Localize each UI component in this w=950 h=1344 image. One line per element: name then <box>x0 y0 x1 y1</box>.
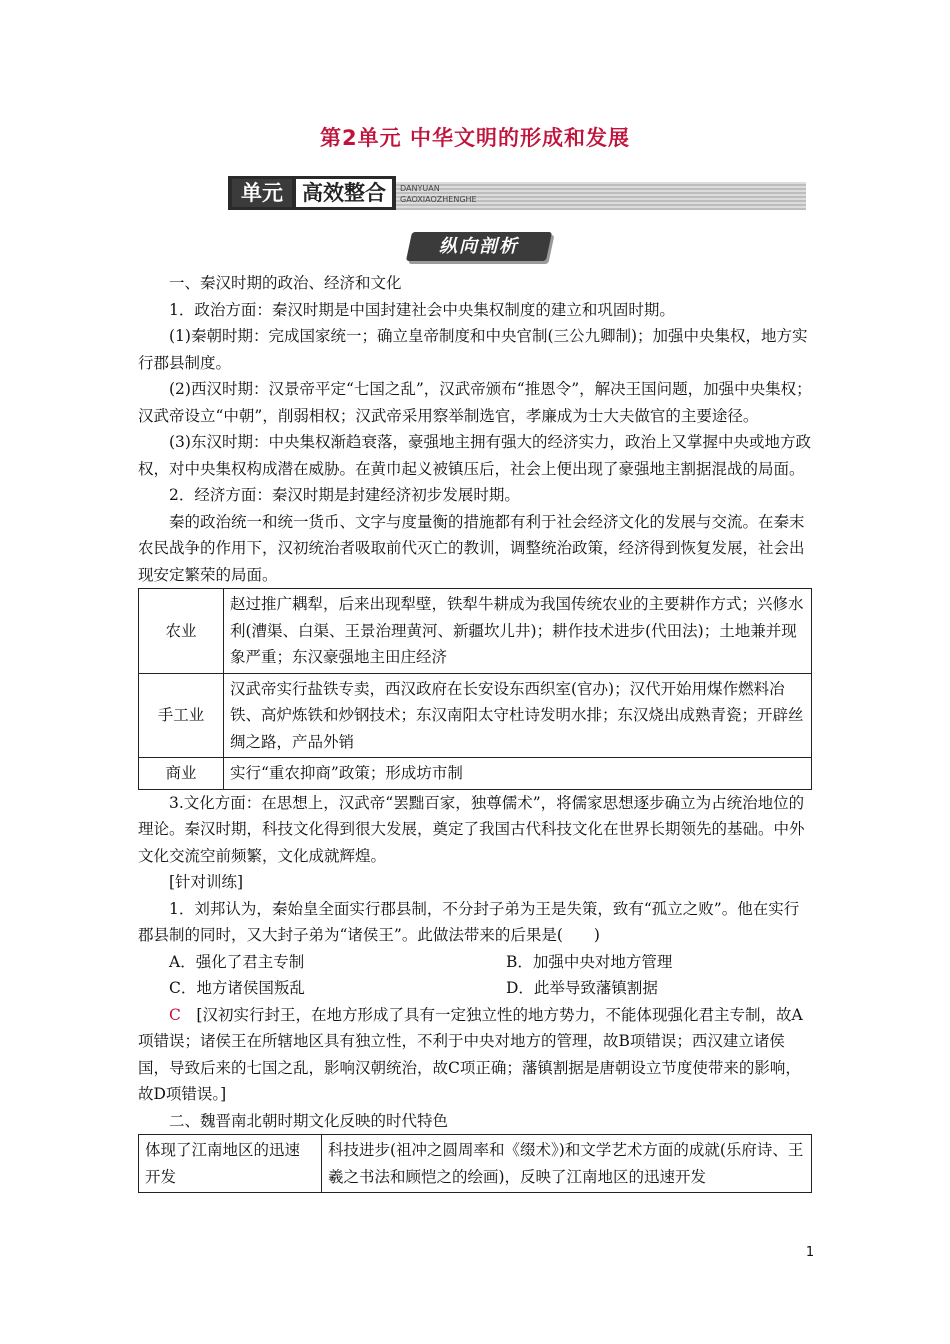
section-badge <box>409 232 549 261</box>
culture-table <box>138 1134 812 1193</box>
answer-letter: C <box>169 1005 181 1024</box>
banner-subtitle-line2: GAOXIAOZHENGHE <box>400 195 477 204</box>
table-cell-label: 农业 <box>139 589 224 674</box>
table-cell-label: 商业 <box>139 758 224 790</box>
answer-explanation <box>138 1002 812 1108</box>
options-row-1 <box>138 949 812 976</box>
option-a: A．强化了君主专制 <box>169 952 305 971</box>
section-badge-label: 纵向剖析 <box>439 236 519 257</box>
paragraph-politics: 1．政治方面：秦汉时期是中国封建社会中央集权制度的建立和巩固时期。 <box>169 300 675 319</box>
option-c: C．地方诸侯国叛乱 <box>169 979 305 997</box>
table-cell-text: 实行“重农抑商”政策；形成坊市制 <box>224 758 812 790</box>
table-row <box>139 1135 812 1193</box>
page-number: 1 <box>805 1245 815 1260</box>
banner-subtitle <box>400 183 490 205</box>
paragraph-qin: (1)秦朝时期：完成国家统一；确立皇帝制度和中央官制(三公九卿制)；加强中央集权，地方实行郡县制度。 <box>138 327 808 372</box>
option-b: B．加强中央对地方管理 <box>506 952 673 971</box>
section-heading-2: 二、魏晋南北朝时期文化反映的时代特色 <box>169 1111 449 1130</box>
main-content <box>138 270 812 1193</box>
page-title: 第2单元 中华文明的形成和发展 <box>320 126 630 150</box>
training-heading: [针对训练] <box>169 873 244 891</box>
table-row <box>139 758 812 790</box>
paragraph-economy: 2．经济方面：秦汉时期是封建经济初步发展时期。 <box>169 486 520 504</box>
question-1: 1．刘邦认为，秦始皇全面实行郡县制，不分封子弟为王是失策，致有“孤立之败”。他在实行郡县制的同时，又大封子弟为“诸侯王”。此做法带来的后果是( ) <box>138 899 800 944</box>
options-row-2 <box>138 975 812 1002</box>
table-row <box>139 673 812 758</box>
paragraph-culture: 3.文化方面：在思想上，汉武帝“罢黜百家，独尊儒术”，将儒家思想逐步确立为占统治地位的理论。秦汉时期，科技文化得到很大发展，奠定了我国古代科技文化在世界长期领先的基础。中外文化交流空前频繁，文化成就辉煌。 <box>138 793 805 865</box>
table-cell-text: 赵过推广耦犁，后来出现犁壁，铁犁牛耕成为我国传统农业的主要耕作方式；兴修水利(漕渠、白渠、王景治理黄河、新疆坎儿井)；耕作技术进步(代田法)；土地兼并现象严重；东汉豪强地主田庄经济 <box>224 589 812 674</box>
banner-tag-right: 高效整合 <box>296 179 392 207</box>
table-cell-label: 手工业 <box>139 673 224 758</box>
table-cell-label: 体现了江南地区的迅速开发 <box>139 1135 322 1193</box>
table-cell-text: 汉武帝实行盐铁专卖，西汉政府在长安设东西织室(官办)；汉代开始用煤作燃料冶铁、高炉炼铁和炒钢技术；东汉南阳太守杜诗发明水排；东汉烧出成熟青瓷；开辟丝绸之路，产品外销 <box>224 673 812 758</box>
paragraph-economy-detail: 秦的政治统一和统一货币、文字与度量衡的措施都有利于社会经济文化的发展与交流。在秦末农民战争的作用下，汉初统治者吸取前代灭亡的教训，调整统治政策，经济得到恢复发展，社会出现安定繁荣的局面。 <box>138 512 805 584</box>
economy-table <box>138 588 812 790</box>
section-heading-1: 一、秦汉时期的政治、经济和文化 <box>169 274 402 292</box>
option-d: D．此举导致藩镇割据 <box>506 979 658 997</box>
explanation-text: [汉初实行封王，在地方形成了具有一定独立性的地方势力，不能体现强化君主专制，故A项错误；诸侯王在所辖地区具有独立性，不利于中央对地方的管理，故B项错误；西汉建立诸侯国，导致后来的七国之乱，影响汉朝统治，故C项正确；藩镇割据是唐朝设立节度使带来的影响，故D项错误。] <box>138 1005 803 1103</box>
unit-banner <box>228 176 806 211</box>
table-cell-text: 科技进步(祖冲之圆周率和《缀术》)和文学艺术方面的成就(乐府诗、王羲之书法和顾恺之的绘画)，反映了江南地区的迅速开发 <box>322 1135 812 1193</box>
banner-subtitle-line1: DANYUAN <box>400 184 440 193</box>
paragraph-western-han: (2)西汉时期：汉景帝平定“七国之乱”，汉武帝颁布“推恩令”，解决王国问题，加强中央集权；汉武帝设立“中朝”，削弱相权；汉武帝采用察举制选官，孝廉成为士大夫做官的主要途径。 <box>138 380 812 425</box>
table-row <box>139 589 812 674</box>
banner-tag-left: 单元 <box>232 179 292 207</box>
paragraph-eastern-han: (3)东汉时期：中央集权渐趋衰落，豪强地主拥有强大的经济实力，政治上又掌握中央或地方政权，对中央集权构成潜在威胁。在黄巾起义被镇压后，社会上便出现了豪强地主割据混战的局面。 <box>138 433 811 478</box>
